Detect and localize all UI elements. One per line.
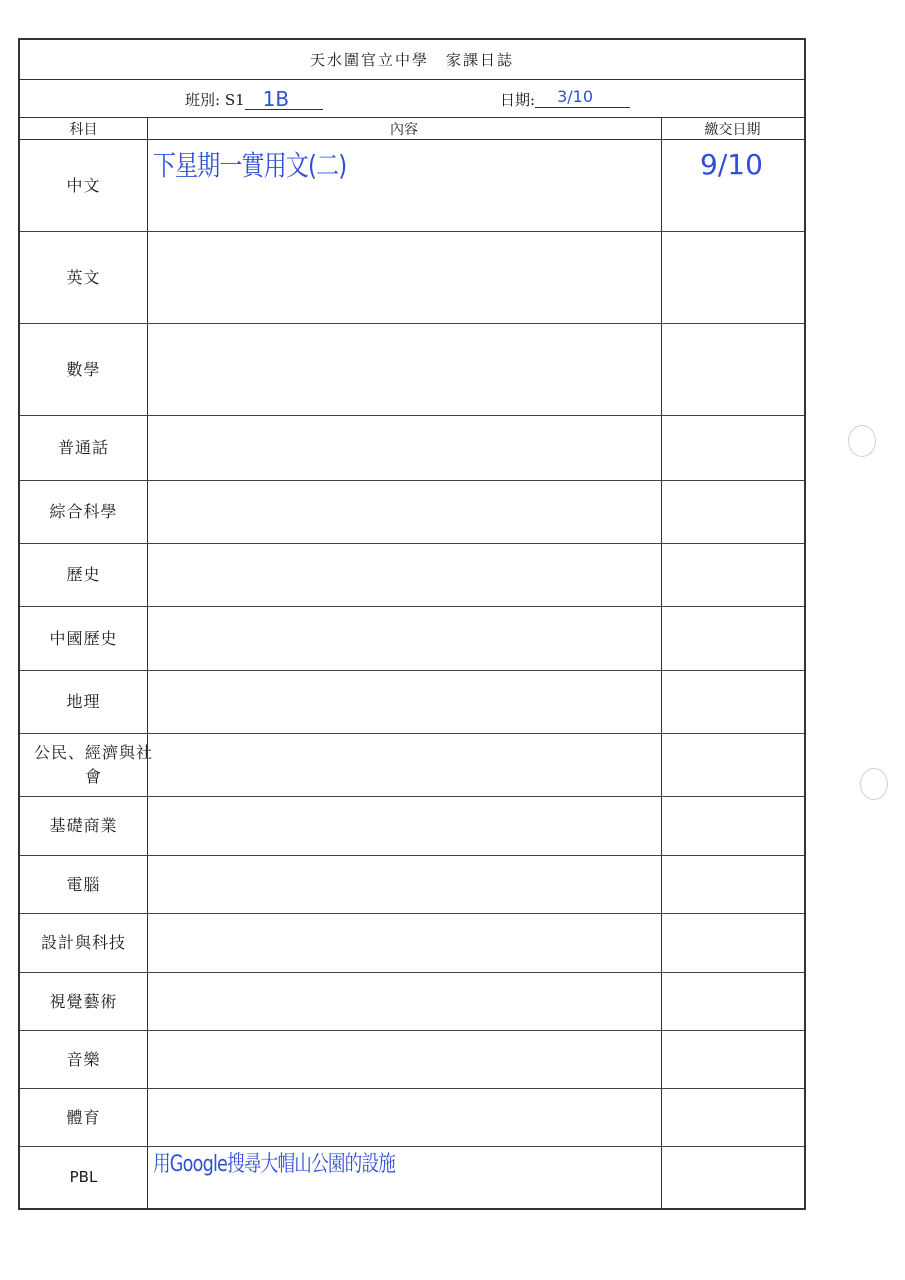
table-row — [20, 797, 804, 856]
subject-cell: 歷史 — [66, 565, 101, 584]
subject-cell: 地理 — [66, 692, 101, 711]
due-date-cell — [700, 240, 760, 290]
due-date-cell — [700, 424, 760, 474]
subject-cell: 音樂 — [66, 1049, 101, 1069]
header-due-date: 繳交日期 — [704, 121, 761, 138]
subject-cell: 體育 — [66, 1107, 101, 1127]
due-date-cell — [700, 332, 760, 382]
table-row — [20, 1031, 804, 1089]
due-date-cell — [700, 679, 760, 729]
date-label: 日期: — [500, 91, 536, 109]
due-date-cell: 9/10 — [700, 148, 763, 181]
table-row — [20, 416, 804, 481]
subject-cell: 基礎商業 — [49, 816, 118, 835]
due-date-cell — [700, 552, 760, 602]
content-cell: 用Google搜尋大帽山公園的設施 — [153, 1152, 396, 1177]
table-row — [20, 324, 804, 416]
subject-cell: 綜合科學 — [49, 502, 118, 521]
class-value: 1B — [245, 88, 323, 110]
date-value: 3/10 — [535, 86, 630, 108]
table-row — [20, 232, 804, 324]
class-label: 班別: S1 — [185, 91, 245, 109]
due-date-cell — [700, 615, 760, 665]
subject-cell: 公民、經濟與社會 — [33, 743, 153, 786]
form-title: 天水圍官立中學 家課日誌 — [20, 40, 804, 80]
info-row — [20, 80, 804, 118]
due-date-cell — [700, 1039, 760, 1089]
content-cell: 下星期一實用文(二) — [153, 149, 347, 182]
subject-cell: 普通話 — [57, 438, 109, 457]
due-date-cell — [700, 742, 760, 792]
header-content: 內容 — [390, 121, 418, 138]
due-date-cell — [700, 922, 760, 972]
subject-cell: PBL — [69, 1168, 98, 1186]
subject-cell: 英文 — [66, 267, 101, 287]
table-row — [20, 856, 804, 914]
class-field — [185, 88, 323, 110]
table-row — [20, 1089, 804, 1147]
due-date-cell — [700, 981, 760, 1031]
due-date-cell — [700, 1155, 760, 1205]
table-row — [20, 734, 804, 797]
homework-diary-form — [18, 38, 806, 1210]
due-date-cell — [700, 1097, 760, 1147]
table-row — [20, 914, 804, 973]
table-row — [20, 1147, 804, 1207]
due-date-cell — [700, 805, 760, 855]
table-row — [20, 544, 804, 607]
subject-cell: 電腦 — [66, 874, 101, 894]
subject-cell: 數學 — [66, 359, 101, 379]
subject-cell: 中國歷史 — [49, 628, 118, 648]
table-row — [20, 973, 804, 1031]
subject-cell: 設計與科技 — [40, 933, 126, 952]
table-row — [20, 140, 804, 232]
due-date-cell — [700, 489, 760, 539]
subject-cell: 中文 — [66, 175, 101, 195]
punch-hole-mark — [848, 425, 876, 457]
subject-cell: 視覺藝術 — [49, 991, 118, 1011]
table-row — [20, 607, 804, 671]
header-subject: 科目 — [69, 121, 98, 138]
punch-hole-mark — [860, 768, 888, 800]
table-row — [20, 671, 804, 734]
table-row — [20, 481, 804, 544]
date-field — [500, 88, 630, 110]
due-date-cell — [700, 864, 760, 914]
table-header — [20, 118, 804, 140]
